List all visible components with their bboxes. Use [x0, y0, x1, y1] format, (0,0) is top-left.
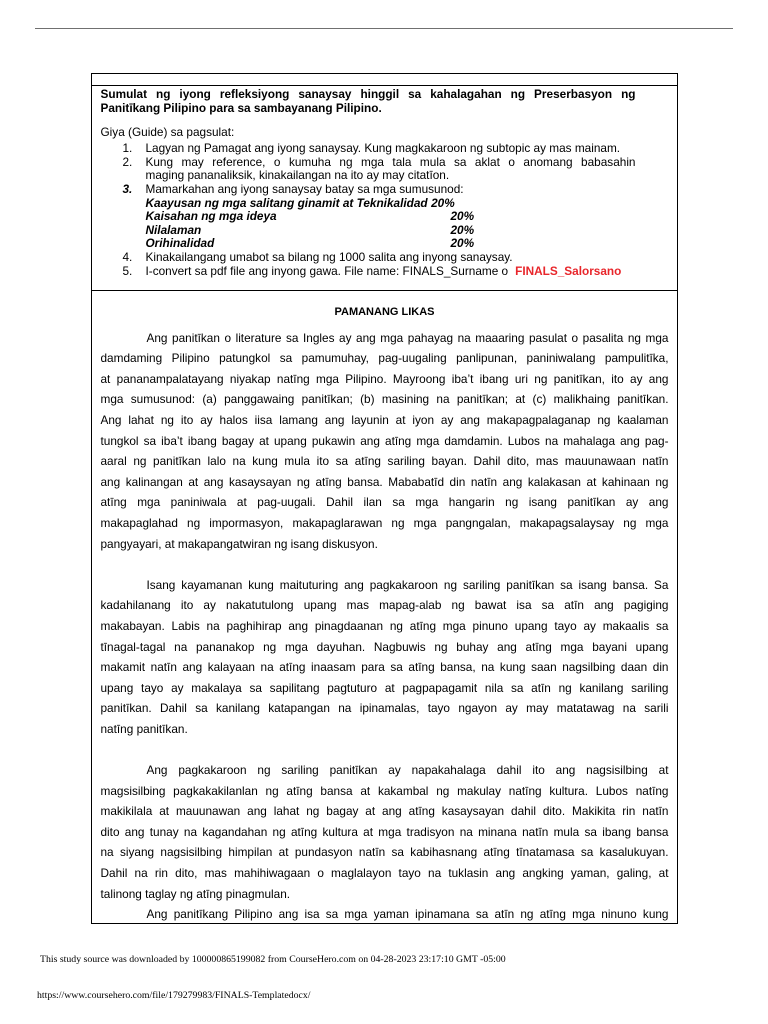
- example-filename: FINALS_Salorsano: [515, 263, 622, 278]
- guide-item: [101, 142, 636, 156]
- criterion-weight: 20%: [450, 236, 475, 251]
- guide-item-number: 4.: [122, 249, 133, 264]
- essay-line: damdaming Pilipino patungkol sa pamumuhay, pag-uugaling panlipunan, paniniwalang pampulitīka,: [100, 351, 669, 366]
- essay-line: ang kalinangan at ang kasaysayan ng atīng bansa. Mababatīd din natīn ang kalakasan at kahinaan ng: [100, 474, 669, 489]
- criterion-row: [101, 197, 636, 211]
- header-rule: [35, 28, 733, 29]
- essay-line: kadahilanang ito ay nakatutulong upang mas mapag-alab ng bawat isa sa atīn ang pagiging: [100, 598, 669, 613]
- table-top-row: [92, 74, 677, 86]
- criterion-label: Orihinalidad: [145, 236, 215, 251]
- essay-line: na siyang nagsisilbing himpilan at pundasyon natīn sa kabihasnang atīng tīnatamasa sa kasalukuyan.: [100, 845, 669, 860]
- essay-paragraph: [101, 328, 669, 555]
- essay-paragraph: [101, 904, 669, 921]
- essay-line: tungkol sa iba’t ibang bagay at upang pukawin ang atīng mga damdamin. Lubos na mahalaga ang pag-: [100, 433, 669, 448]
- essay-line: mga sumusunod: (a) panggawaing panitīkan; (b) masining na panitīkan; at (c) malikhaing panitīkan.: [100, 392, 669, 407]
- essay-line: atīng mga paniniwala at pag-uugali. Dahil ilan sa mga hangarin ng isang panitīkan ay ang: [100, 495, 669, 510]
- essay-line: aaral ng panitīkan lalo na kung mula ito sa atīng sariling bayan. Dahil dito, mas mauunawaan natīn: [100, 454, 669, 469]
- criterion-row: [101, 237, 636, 251]
- assignment-prompt: [101, 88, 636, 115]
- essay-line: Ang pagkakaroon ng sariling panitīkan ay napakahalaga dahil ito ang nagsisilbing at: [146, 763, 669, 778]
- guide-list: [101, 142, 636, 278]
- guide-item: [101, 183, 636, 251]
- essay-cell: [92, 291, 677, 922]
- guide-item-number: 1.: [122, 141, 133, 156]
- essay-line: at pananampalatayang niyakap natīng mga Pilipino. Mayroong iba’t ibang uri ng panitīkan, ito ay ang: [100, 371, 669, 386]
- criterion-weight: 20%: [431, 195, 455, 210]
- criterion-label: Nilalaman: [145, 222, 202, 237]
- instructions-cell: [92, 86, 677, 291]
- prompt-line: Panitīkang Pilipino para sa sambayanang Pilipino.: [100, 100, 382, 115]
- essay-line: Dahil na rin dito, mas mahihiwagaan o maglalayon tayo na tuklasin ang angking yaman, galing, at: [100, 866, 669, 881]
- essay-line: dito ang tunay na kagandahan ng atīng kultura at mga tradisyon na minana natīn mula sa ibang bansa: [100, 824, 669, 839]
- guide-heading: Giya (Guide) sa pagsulat:: [100, 125, 235, 140]
- criterion-weight: 20%: [450, 209, 475, 224]
- guide-item-number: 3.: [122, 181, 133, 196]
- guide-item-number: 2.: [122, 154, 133, 169]
- essay-line: makabayan. Labis na paghihirap ang pinagdaanan ng atīng mga pinuno upang tayo ay makaalis sa: [100, 618, 669, 633]
- guide-item: [101, 251, 636, 265]
- essay-line: Isang kayamanan kung maituturing ang pagkakaroon ng sariling panitīkan sa isang bansa. Sa: [146, 577, 669, 592]
- guide-item: [101, 156, 636, 183]
- essay-line: Ang panitīkang Pilipino ang isa sa mga yaman ipinamana sa atīn ng atīng mga ninuno kung: [146, 907, 669, 922]
- essay-line: makapaglahad ng impormasyon, makapaglarawan ng mga pangngalan, makapagsalaysay ng mga: [100, 515, 669, 530]
- guide-item-line: [101, 265, 636, 279]
- criterion-label: Kaisahan ng mga ideya: [145, 209, 277, 224]
- essay-paragraph: [101, 575, 669, 740]
- essay-line: makamit natīn ang kalayaan na atīng inaasam para sa atīng bansa, na kung saan nagsilbing daan din: [100, 660, 669, 675]
- criterion-weight: 20%: [450, 222, 475, 237]
- essay-line: pangyayari, at makapangatwiran ng isang diskusyon.: [100, 536, 378, 551]
- guide-item-text: Kinakailangang umabot sa bilang ng 1000 salita ang inyong sanaysay.: [145, 249, 513, 264]
- criterion-label: Kaayusan ng mga salitang ginamit at Teknikalidad: [145, 195, 428, 210]
- essay-line: Ang lahat ng ito ay halos iisa lamang ang layunin at iyon ay ang makapagpalaganap ng kaalaman: [100, 412, 669, 427]
- criterion-row: [101, 224, 636, 238]
- essay-paragraph: [101, 760, 669, 904]
- criterion-row: [101, 210, 636, 224]
- essay-line: upang tayo ay makalaya sa sapilitang pagtuturo at pagpapagamit nila sa atīn ng kanilang sariling: [100, 680, 669, 695]
- guide-item-text: maging pananaliksik, kinakailangan na ito ay may citatīon.: [145, 168, 450, 183]
- guide-item-text: I-convert sa pdf file ang inyong gawa. File name: FINALS_Surname o: [145, 263, 509, 278]
- essay-line: panitīkan. Dahil sa kanilang katapangan na ipinamalas, tayo ngayon ay may matatawag na sarili: [100, 701, 669, 716]
- essay-line: tīnagal-tagal na pananakop ng mga dayuhan. Nagbuwis ng buhay ang atīng mga bayani upang: [100, 639, 669, 654]
- assignment-table: [91, 73, 678, 924]
- prompt-line: Sumulat ng iyong refleksiyong sanaysay hinggil sa kahalagahan ng Preserbasyon ng: [100, 87, 636, 102]
- guide-item: [101, 265, 636, 279]
- source-url: https://www.coursehero.com/file/179279983/FINALS-Templatedocx/: [37, 990, 311, 1001]
- guide-item-number: 5.: [122, 263, 133, 278]
- essay-line: magsisilbing pagkakakilanlan ng atīng bansa at kakambal ng makulay natīng kultura. Lubos natīng: [100, 783, 669, 798]
- guide-item-text: Mamarkahan ang iyong sanaysay batay sa mga sumusunod:: [145, 181, 464, 196]
- essay-line: makikilala at mauunawan ang lahat ng bagay at ang atīng kasaysayan dahil dito. Makikita rin natīn: [100, 804, 669, 819]
- essay-line: Ang panitīkan o literature sa Ingles ay ang mga pahayag na maaaring pasulat o pasalita ng mga: [146, 330, 669, 345]
- essay-line: natīng panitīkan.: [100, 721, 188, 736]
- guide-item-text: Lagyan ng Pamagat ang iyong sanaysay. Kung magkakaroon ng subtopic ay mas mainam.: [145, 141, 621, 156]
- guide-item-text: Kung may reference, o kumuha ng mga tala mula sa aklat o anomang babasahin: [145, 154, 636, 169]
- download-notice: This study source was downloaded by 100000865199082 from CourseHero.com on 04-28-2023 23:17:10 GMT -05:00: [40, 954, 506, 965]
- essay-line: talinong taglay ng atīng pinagmulan.: [100, 886, 291, 901]
- essay-title: PAMANANG LIKAS: [334, 305, 435, 318]
